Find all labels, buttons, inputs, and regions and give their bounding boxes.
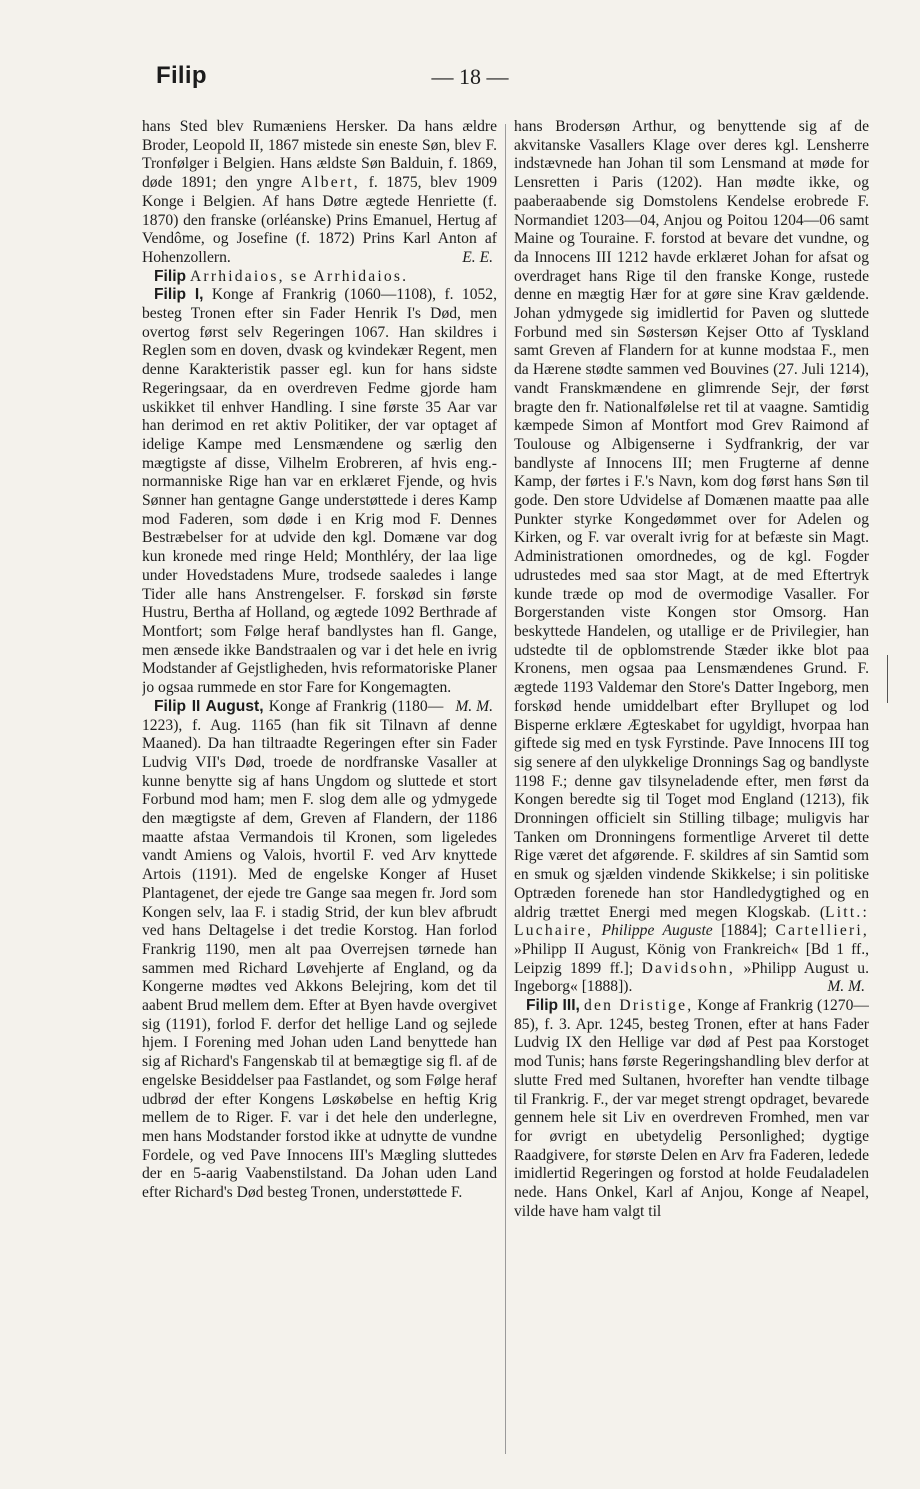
entry xyxy=(142,268,497,287)
author-signature: M. M. xyxy=(455,697,493,715)
lit-author: Davidsohn, xyxy=(641,959,736,977)
paragraph xyxy=(514,118,869,997)
body-text: »Philipp II August, König von Frankreich« [Bd 1 ff., Leipzig 1899 ff.]; xyxy=(514,940,869,977)
entry-headword: Filip xyxy=(154,267,187,285)
body-text: f. 1875, blev 1909 Konge i Belgien. Af hans Døtre ægtede Henriette (f. 1870) den franske (orléanske) Prins Emanuel, Hertug af Vendôme, og Josefine (f. 1872) Prins Karl Anton af Hohenzollern. xyxy=(142,174,497,266)
author-signature: M. M. xyxy=(827,978,865,996)
column-divider xyxy=(505,124,506,1454)
margin-mark xyxy=(887,655,888,703)
body-text: hans Brodersøn Arthur, og benyttende sig af de akvitanske Vasallers Klage over deres kgl. Lensherre indstævnede han Johan til som Lensmand at møde for Lensretten i Paris (1202). Han mødte ikke, og paaberaabende sig Domstolens Kendelse erobrede F. Normandiet 1203—04, Anjou og Poitou 1204—06 samt Maine og Touraine. F. forstod at bevare det vundne, og da Innocens III 1212 havde erklæret Johan for afsat og overdraget hans Rige til den franske Konge, rustede denne en mægtig Hær for at gøre sine Krav gældende. Johan ydmygede sig imidlertid for Paven og sluttede Forbund med sin Søstersøn Kejser Otto af Tyskland samt Greven af Flandern for at kunne modstaa F., men da Hærene stødte sammen ved Bouvines (27. Juli 1214), vandt Franskmændene en glimrende Sejr, der først bragte den fr. Nationalfølelse ret til at vaagne. Samtidig kæmpede Simon af Montfort mod Grev Raimond af Toulouse og Albigenserne i Sydfrankrig, der var bandlyste af Innocens III; men Frugterne af denne Kamp, der førtes i F.'s Navn, kom dog først hans Søn til gode. Den store Udvidelse af Domænen maatte paa alle Punkter styrke Kongedømmet over for Adelen og Kirken, og F. var overalt ivrig for at befæste sin Magt. Administrationen omordnedes, og de kgl. Fogder udrustedes med saa stor Magt, at de med Eftertryk kunde træde op mod de overmodige Vasaller. For Borgerstanden viste Kongen stor Omsorg. Han beskyttede Handelen, og utallige er de Privilegier, han udstedte til de opblomstrende Stæder ikke blot paa Kronens, men ogsaa paa Lensmændenes Grund. F. ægtede 1193 Valdemar den Store's Datter Ingeborg, men forskød hende umiddelbart efter Bryllupet og lod Bisperne erklære Ægteskabet for ugyldigt, hvorpaa han giftede sig med en tysk Fyrstinde. Pave Innocens III tog sig senere af den ulykkelige Dronnings Sag og bandlyste 1198 F.; denne gav tilsyneladende efter, men først da Kongen beredte sig til Toget mod England (1213), fik Dronningen officielt sin Stilling tilbage; muligvis har Tanken om Dronningens formentlige Arveret til dette Rige været det afgørende. F. skildres af sin Samtid som en smuk og sjælden vindende Skikkelse; i sin politiske Optræden forenede han stor Handledygtighed og en aldrig trættet Energi med megen Klogskab. ( xyxy=(514,118,869,921)
literature-label: Litt.: xyxy=(825,903,869,921)
body-text: [1884]; xyxy=(721,922,768,940)
entry-headword: Filip II August, xyxy=(154,697,264,715)
page-number: — 18 — xyxy=(431,64,509,89)
paragraph xyxy=(142,118,497,268)
author-signature: E. E. xyxy=(462,248,493,266)
entry xyxy=(142,698,497,1203)
lit-author: Luchaire, xyxy=(514,922,594,940)
entry xyxy=(514,997,869,1221)
body-text: Arrhidaios, se Arrhidaios. xyxy=(189,267,409,285)
body-text: Konge af Frankrig (1060—1108), f. 1052, besteg Tronen efter sin Fader Henrik I's Død, men overtog først selv Regeringen 1067. Han skildres i Reglen som en doven, dvask og kvindekær Regent, men denne Karakteristik passer egl. kun for hans sidste Regeringsaar, da en overdreven Fedme gjorde ham uskikket til enhver Handling. I sine første 35 Aar var han derimod en ret aktiv Politiker, der var optaget af idelige Kampe med Lensmændene og særlig den mægtigste af disse, Vilhelm Erobreren, af hvis eng.-normanniske Rige han var en erklæret Fjende, og hvis Sønner han gentagne Gange understøttede i deres Kamp mod Faderen, som døde i en Krig mod F. Dennes Bestræbelser for at udvide den kgl. Domæne var dog kun kronede med ringe Held; Monthléry, der laa lige under Hovedstadens Mure, trodsede saaledes i lange Tider alle hans Anstrengelser. F. forskød sin første Hustru, Bertha af Holland, og ægtede 1092 Berthrade af Montfort; som Følge heraf bandlystes han fl. Gange, men ænsede ikke Bandstraalen og var i det hele en ivrig Modstander af Gejstligheden, hvis reformatoriske Planer jo ogsaa rummede en stor Fare for Kongemagten. xyxy=(142,286,497,697)
entry-headword: Filip III, xyxy=(526,997,580,1015)
page-header xyxy=(150,62,790,102)
body-text: Konge af Frankrig (1270—85), f. 3. Apr. 1245, besteg Tronen, efter at hans Fader Ludvig IX den Hellige var død af Pest paa Korstoget mod Tunis; hans første Regeringshandling blev derfor at slutte Fred med Sultanen, hvorefter han vendte tilbage til Frankrig. F., der var meget strengt opdraget, bevarede gennem hele sit Liv en overdreven Fromhed, men var for øvrigt en ubetydelig Personlighed; dygtige Raadgivere, for største Delen en Arv fra Faderen, ledede imidlertid Regeringen og forstod at holde Feudaladelen nede. Hans Onkel, Karl af Anjou, Konge af Neapel, vilde have ham valgt til xyxy=(514,997,869,1220)
lit-author: Cartellieri, xyxy=(775,922,869,940)
body-text: hans Sted blev Rumæniens Hersker. Da hans ældre Broder, Leopold II, 1867 mistede sin eneste Søn, blev F. Tronfølger i Belgien. Hans ældste Søn Balduin, f. 1869, døde 1891; den yngre xyxy=(142,118,497,192)
left-column xyxy=(142,118,497,1458)
body-text: Konge af Frankrig (1180—1223), f. Aug. 1165 (han fik sit Tilnavn af denne Maaned). Da han tiltraadte Regeringen efter sin Fader Ludvig VII's Død, troede de nordfranske Vasaller at kunne benytte sig af hans Ungdom og sluttede et stort Forbund mod ham; men F. slog dem alle og ydmygede den mægtigste af dem, Greven af Flandern, der 1186 maatte afstaa Vermandois til Kronen, som ligeledes vandt Amiens og Valois, hvortil F. ved Arv knyttede Artois (1191). Med de engelske Konger af Huset Plantagenet, der ejede tre Gange saa megen fr. Jord som Kongen selv, laa F. i stadig Strid, der kun blev afbrudt ved hans Deltagelse i det tredie Korstog. Han forlod Frankrig 1190, men alt paa Overrejsen tørnede han sammen med Richard Løvehjerte af England, og da Kongerne mødtes ved Akkons Belejring, kom det til aabent Brud mellem dem. Efter at Byen havde overgivet sig (1191), forlod F. derfor det hellige Land og sejlede hjem. I Forening med Johan uden Land benyttede han sig af Richard's Fangenskab til at bemægtige sig fl. af de engelske Besiddelser paa Fastlandet, og som Følge heraf udbrød der efter Kongens Løskøbelse en heftig Krig mellem de to Riger. F. var i det hele den underlegne, men hans Modstander forstod ikke at udnytte de vundne Fordele, og ved Pave Innocens III's Mægling sluttedes der en 5-aarig Vaabenstilstand. Da Johan uden Land efter Richard's Død besteg Tronen, understøttede F. xyxy=(142,697,497,1202)
spaced-name: Albert, xyxy=(300,174,360,192)
spaced-name: den Dristige, xyxy=(583,997,694,1015)
lit-title: Philippe Auguste xyxy=(601,922,713,940)
right-column xyxy=(514,118,869,1458)
body-text: »Philipp August u. Ingeborg« [1888]). xyxy=(514,959,869,996)
running-head: Filip xyxy=(156,62,207,89)
entry-headword: Filip I, xyxy=(154,286,204,304)
